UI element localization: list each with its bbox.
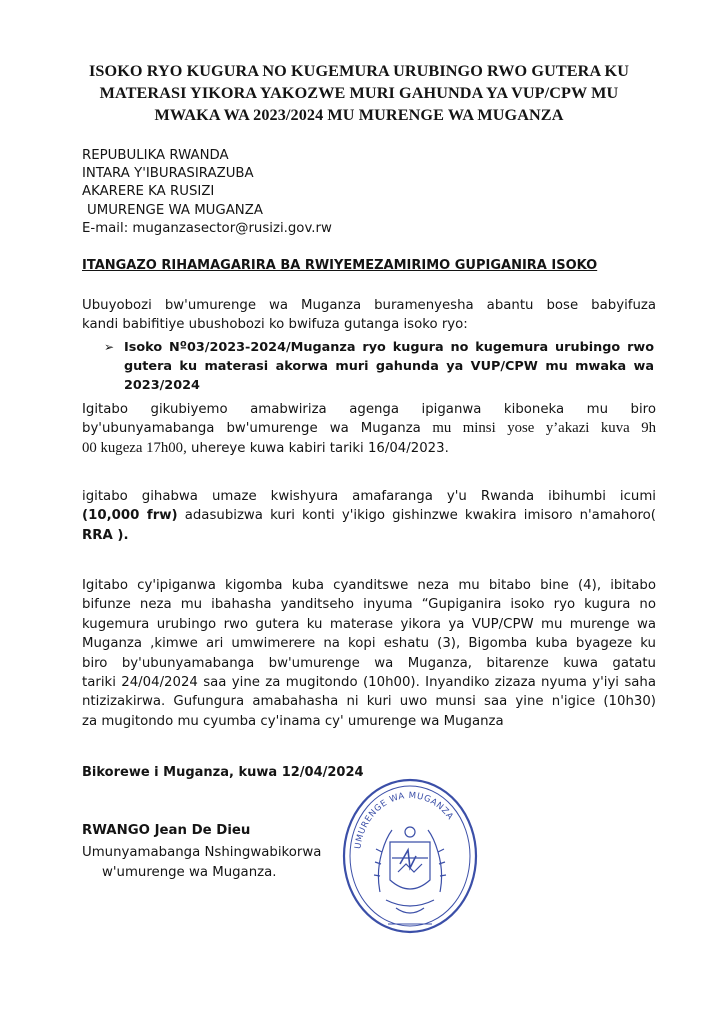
title-line: MATERASI YIKORA YAKOZWE MURI GAHUNDA YA VUP/CPW MU: [99, 84, 619, 102]
paragraph-line: [82, 439, 656, 458]
header-province: INTARA Y'IBURASIRAZUBA: [82, 166, 254, 182]
signer-role-line: w'umurenge wa Muganza.: [102, 865, 277, 880]
paragraph-line: za mugitondo mu cyumba cy'inama cy' umurenge wa Muganza: [82, 713, 504, 729]
paragraph-line: bifunze neza mu ibahasha yanditseho inyuma “Gupiganira isoko ryo kugura no: [82, 597, 656, 613]
letterhead: [82, 147, 332, 238]
paragraph-line: tariki 24/04/2024 saa yine za mugitondo (10h00). Inyandiko zizaza nyuma y'iyi saha: [82, 675, 656, 691]
intro-paragraph: [82, 296, 656, 335]
svg-text:UMURENGE WA MUGANZA: [353, 791, 455, 850]
tender-bullet-text: [124, 338, 654, 396]
paragraph-line: ntizizakirwa. Gufungura amabahasha ni kuri uwo munsi saa yine n'igice (10h30): [82, 694, 656, 710]
bullet-line: Isoko Nº03/2023-2024/Muganza ryo kugura no kugemura urubingo rwo: [124, 340, 654, 355]
paragraph-line: biro by'ubunyamabanga bw'umurenge wa Muganza, bitarenze kuwa gatatu: [82, 655, 656, 671]
bullet-line: gutera ku materasi akorwa muri gahunda ya VUP/CPW mu mwaka wa: [124, 359, 654, 375]
stamp-text: UMURENGE WA MUGANZA: [353, 790, 456, 850]
header-country: REPUBULIKA RWANDA: [82, 148, 229, 163]
place-and-date: Bikorewe i Muganza, kuwa 12/04/2024: [82, 765, 364, 780]
paragraph-segment: mu minsi yose y’akazi kuva 9h: [420, 420, 656, 437]
submission-paragraph: [82, 576, 656, 731]
arrow-bullet-icon: ➢: [104, 340, 115, 354]
fee-amount: (10,000 frw): [82, 508, 178, 524]
intro-line: kandi babifitiye ubushobozi ko bwifuza gutanga isoko ryo:: [82, 317, 468, 333]
paragraph-line: RRA ).: [82, 527, 129, 543]
paragraph-segment: adasubizwa kuri konti y'ikigo gishinzwe kwakira imisoro n'amahoro(: [177, 508, 656, 524]
paragraph-line: [82, 419, 656, 438]
paragraph-line: kugemura urubingo rwo gutera ku materase yikora ya VUP/CPW mu murenge wa: [82, 616, 656, 632]
signer-name: RWANGO Jean De Dieu: [82, 823, 251, 838]
paragraph-line: Igitabo gikubiyemo amabwiriza agenga ipiganwa kiboneka mu biro: [82, 402, 656, 417]
paragraph-line: Igitabo cy'ipiganwa kigomba kuba cyanditswe neza mu bitabo bine (4), ibitabo: [82, 578, 656, 593]
document-availability-paragraph: [82, 400, 656, 458]
payment-paragraph: [82, 487, 656, 545]
official-stamp-icon: [336, 772, 484, 940]
title-line: MWAKA WA 2023/2024 MU MURENGE WA MUGANZA: [154, 106, 564, 124]
document-title: [70, 60, 648, 126]
header-sector: UMURENGE WA MUGANZA: [87, 202, 263, 218]
paragraph-segment: by'ubunyamabanga bw'umurenge wa Muganza: [82, 421, 421, 437]
header-email: E-mail: muganzasector@rusizi.gov.rw: [82, 220, 332, 236]
paragraph-line: [82, 506, 656, 525]
paragraph-segment: 00 kugeza 17h00,: [82, 439, 187, 456]
paragraph-segment: uhereye kuwa kabiri tariki 16/04/2023.: [186, 440, 449, 456]
title-line: ISOKO RYO KUGURA NO KUGEMURA URUBINGO RWO GUTERA KU: [89, 62, 629, 80]
signer-role: [82, 843, 321, 883]
paragraph-line: igitabo gihabwa umaze kwishyura amafaranga y'u Rwanda ibihumbi icumi: [82, 489, 656, 504]
intro-line: Ubuyobozi bw'umurenge wa Muganza buramenyesha abantu bose babyifuza: [82, 298, 656, 313]
paragraph-line: Muganza ,kimwe ari umwimerere na kopi eshatu (3), Bigomba kuba byageze ku: [82, 636, 656, 652]
notice-heading: ITANGAZO RIHAMAGARIRA BA RWIYEMEZAMIRIMO GUPIGANIRA ISOKO: [82, 258, 598, 273]
bullet-line: 2023/2024: [124, 378, 200, 394]
signer-role-line: Umunyamabanga Nshingwabikorwa: [82, 845, 322, 860]
header-district: AKARERE KA RUSIZI: [82, 184, 215, 200]
